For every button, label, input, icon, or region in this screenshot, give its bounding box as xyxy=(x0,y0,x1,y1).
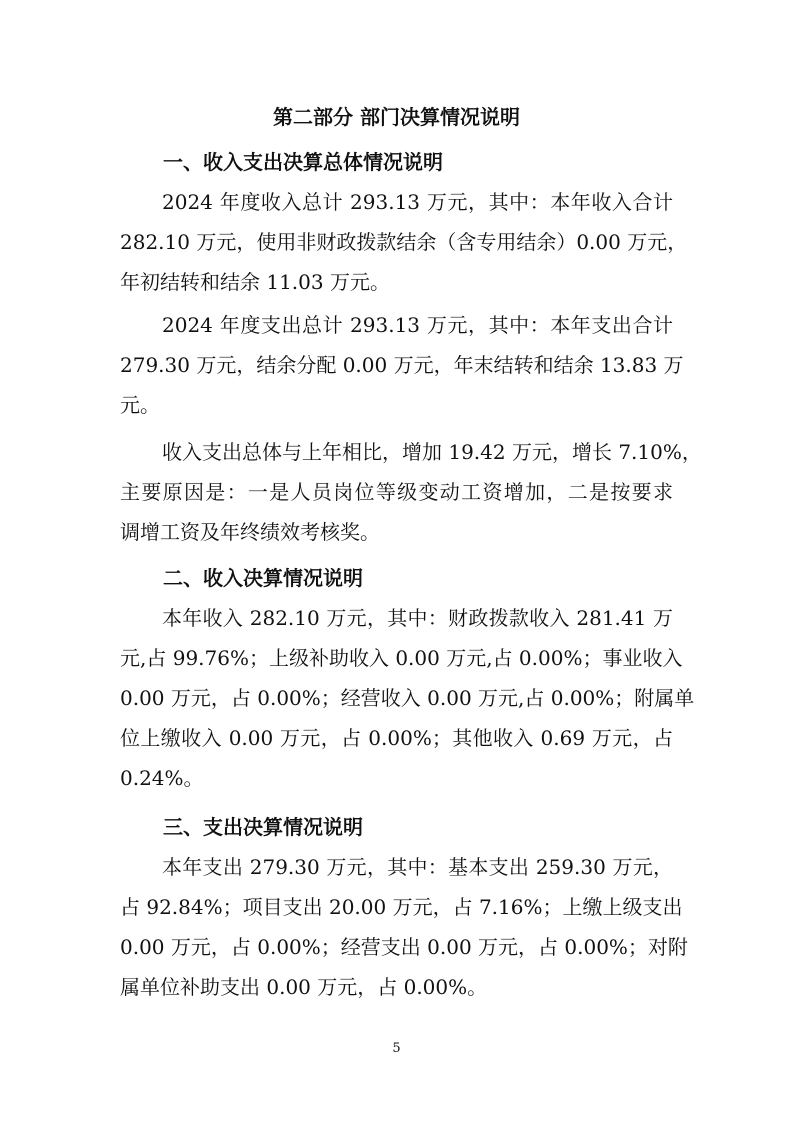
text-line: 282.10 万元，使用非财政拨款结余（含专用结余）0.00 万元， xyxy=(120,230,688,254)
text-line: 0.24%。 xyxy=(120,766,204,790)
text-line: 0.00 万元，占 0.00%；经营收入 0.00 万元,占 0.00%；附属单 xyxy=(120,686,695,710)
text-line: 年初结转和结余 11.03 万元。 xyxy=(120,270,390,294)
paragraph-total-income xyxy=(120,182,688,302)
section-heading-income: 二、收入决算情况说明 xyxy=(163,566,363,590)
page-number: 5 xyxy=(392,1041,401,1056)
section-heading-expenditure: 三、支出决算情况说明 xyxy=(163,815,363,839)
text-line: 本年支出 279.30 万元，其中：基本支出 259.30 万元， xyxy=(162,855,673,879)
text-line: 0.00 万元，占 0.00%；经营支出 0.00 万元，占 0.00%；对附 xyxy=(120,935,688,959)
section-heading-income-expenditure-overview: 一、收入支出决算总体情况说明 xyxy=(163,150,443,174)
text-line: 元,占 99.76%；上级补助收入 0.00 万元,占 0.00%；事业收入 xyxy=(120,646,683,670)
paragraph-income-breakdown xyxy=(120,598,695,798)
text-line: 位上缴收入 0.00 万元，占 0.00%；其他收入 0.69 万元，占 xyxy=(120,726,673,750)
text-line: 主要原因是：一是人员岗位等级变动工资增加，二是按要求 xyxy=(120,480,673,504)
text-line: 2024 年度收入总计 293.13 万元，其中：本年收入合计 xyxy=(162,190,673,214)
text-line: 属单位补助支出 0.00 万元，占 0.00%。 xyxy=(120,975,488,999)
page-title: 第二部分 部门决算情况说明 xyxy=(273,105,520,129)
text-line: 占 92.84%；项目支出 20.00 万元，占 7.16%；上缴上级支出 xyxy=(120,895,683,919)
text-line: 本年收入 282.10 万元，其中：财政拨款收入 281.41 万 xyxy=(162,606,673,630)
paragraph-total-expenditure xyxy=(120,305,684,425)
text-line: 2024 年度支出总计 293.13 万元，其中：本年支出合计 xyxy=(162,313,673,337)
text-line: 元。 xyxy=(120,393,160,417)
text-line: 收入支出总体与上年相比，增加 19.42 万元，增长 7.10%， xyxy=(162,440,702,464)
paragraph-expenditure-breakdown xyxy=(120,847,688,1007)
text-line: 279.30 万元，结余分配 0.00 万元，年末结转和结余 13.83 万 xyxy=(120,353,684,377)
paragraph-year-over-year xyxy=(120,432,702,552)
text-line: 调增工资及年终绩效考核奖。 xyxy=(120,520,380,544)
